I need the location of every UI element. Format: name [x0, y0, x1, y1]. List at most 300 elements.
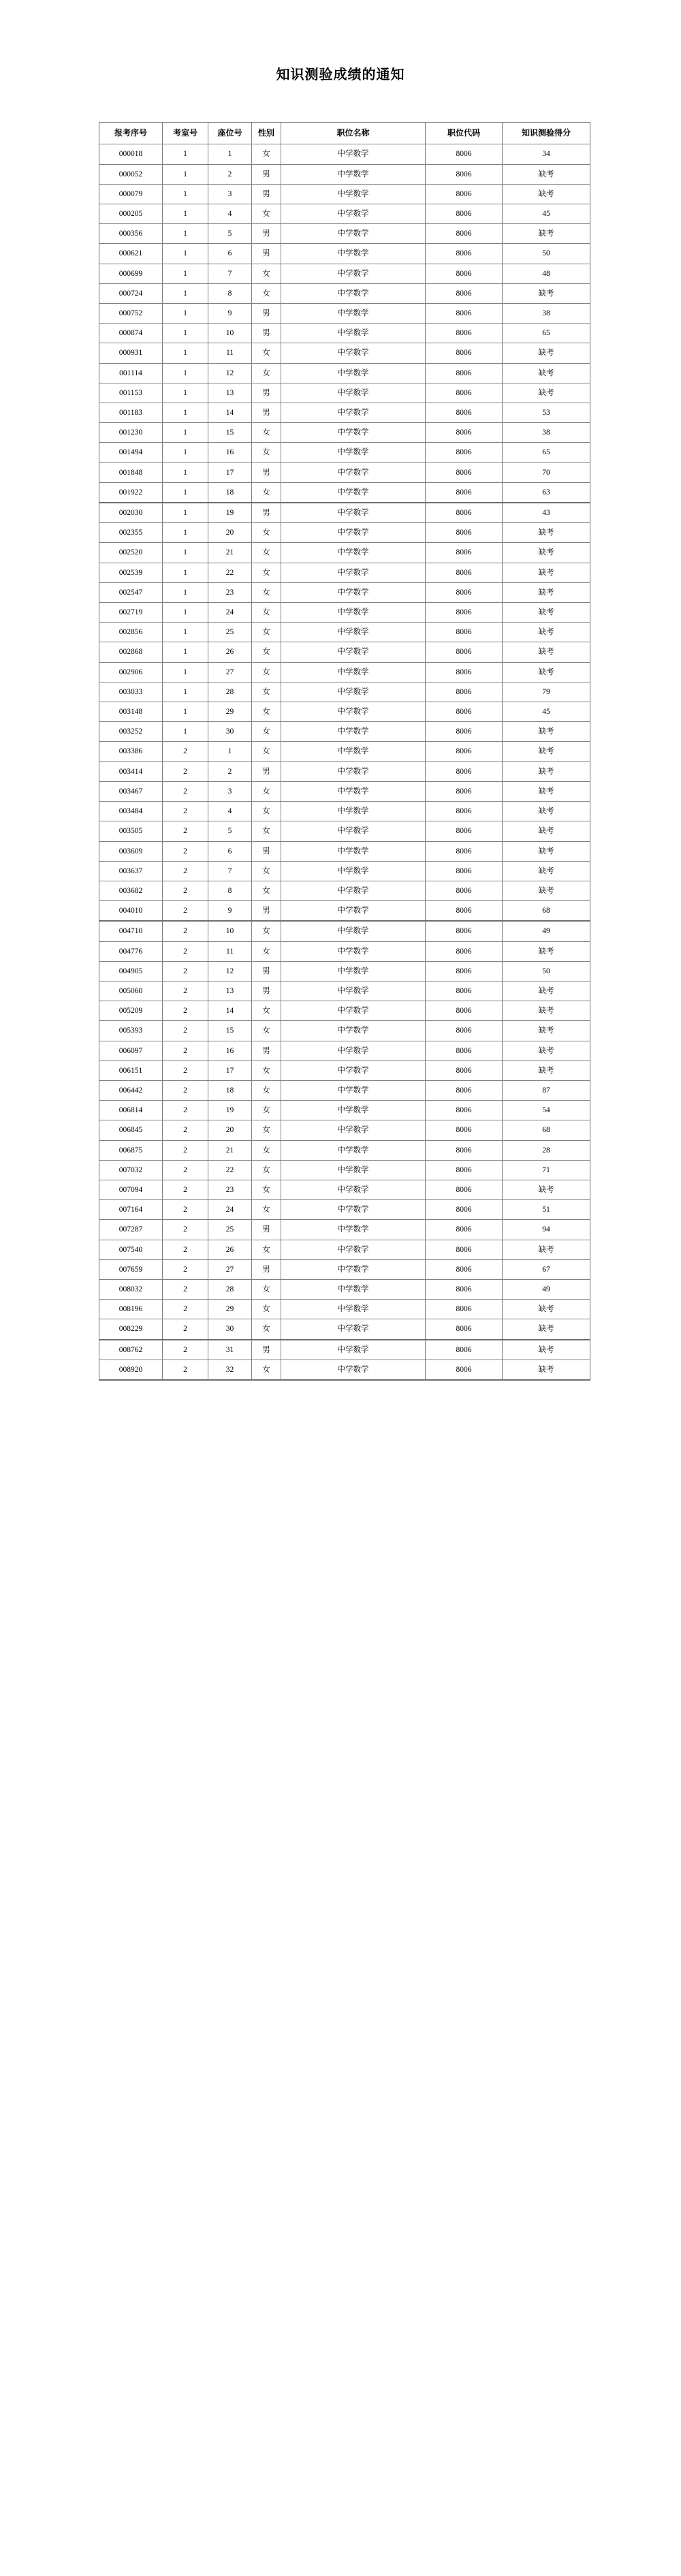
cell-post: 中学数学	[281, 702, 426, 722]
table-row	[99, 742, 590, 761]
cell-room: 1	[163, 603, 208, 623]
table-row	[99, 224, 590, 244]
cell-sex: 女	[252, 802, 281, 821]
table-row	[99, 164, 590, 184]
cell-post: 中学数学	[281, 1180, 426, 1199]
cell-score: 缺考	[503, 582, 590, 602]
cell-code: 8006	[426, 1319, 503, 1340]
cell-score: 67	[503, 1259, 590, 1279]
cell-room: 1	[163, 244, 208, 264]
cell-sex: 女	[252, 144, 281, 164]
cell-sex: 女	[252, 283, 281, 303]
cell-score: 缺考	[503, 1240, 590, 1259]
cell-room: 2	[163, 1360, 208, 1380]
cell-room: 1	[163, 443, 208, 462]
cell-sex: 女	[252, 1180, 281, 1199]
cell-room: 1	[163, 343, 208, 363]
table-row	[99, 283, 590, 303]
cell-score: 缺考	[503, 603, 590, 623]
cell-post: 中学数学	[281, 722, 426, 742]
cell-code: 8006	[426, 523, 503, 543]
cell-score: 缺考	[503, 563, 590, 582]
cell-room: 2	[163, 1061, 208, 1080]
cell-post: 中学数学	[281, 383, 426, 403]
cell-code: 8006	[426, 603, 503, 623]
cell-post: 中学数学	[281, 861, 426, 881]
cell-seq: 004776	[99, 941, 163, 961]
cell-sex: 女	[252, 881, 281, 900]
table-row	[99, 1061, 590, 1080]
cell-room: 2	[163, 1101, 208, 1120]
cell-score: 缺考	[503, 861, 590, 881]
cell-code: 8006	[426, 563, 503, 582]
cell-score: 缺考	[503, 184, 590, 204]
cell-seat: 16	[208, 1041, 252, 1061]
cell-seq: 008762	[99, 1340, 163, 1360]
cell-seat: 20	[208, 523, 252, 543]
cell-score: 缺考	[503, 821, 590, 841]
table-row	[99, 921, 590, 941]
table-row	[99, 642, 590, 662]
cell-seq: 001153	[99, 383, 163, 403]
cell-post: 中学数学	[281, 503, 426, 523]
cell-seq: 000205	[99, 204, 163, 224]
cell-post: 中学数学	[281, 841, 426, 861]
cell-seat: 9	[208, 901, 252, 922]
cell-code: 8006	[426, 363, 503, 383]
table-row	[99, 503, 590, 523]
table-row	[99, 523, 590, 543]
cell-sex: 女	[252, 1080, 281, 1100]
cell-sex: 女	[252, 1360, 281, 1380]
cell-seat: 26	[208, 1240, 252, 1259]
cell-code: 8006	[426, 184, 503, 204]
cell-seq: 002355	[99, 523, 163, 543]
cell-post: 中学数学	[281, 662, 426, 682]
cell-seat: 3	[208, 184, 252, 204]
cell-code: 8006	[426, 543, 503, 563]
cell-code: 8006	[426, 1180, 503, 1199]
cell-post: 中学数学	[281, 1240, 426, 1259]
cell-sex: 男	[252, 244, 281, 264]
cell-seat: 10	[208, 324, 252, 343]
cell-sex: 女	[252, 1140, 281, 1160]
cell-score: 缺考	[503, 1319, 590, 1340]
table-row	[99, 244, 590, 264]
table-row	[99, 1101, 590, 1120]
cell-seat: 6	[208, 841, 252, 861]
cell-sex: 女	[252, 603, 281, 623]
cell-post: 中学数学	[281, 1041, 426, 1061]
cell-sex: 女	[252, 921, 281, 941]
cell-code: 8006	[426, 1360, 503, 1380]
cell-score: 缺考	[503, 802, 590, 821]
table-row	[99, 1180, 590, 1199]
cell-room: 1	[163, 482, 208, 503]
cell-seq: 000018	[99, 144, 163, 164]
cell-post: 中学数学	[281, 761, 426, 781]
cell-code: 8006	[426, 682, 503, 702]
cell-room: 2	[163, 781, 208, 801]
cell-room: 2	[163, 1140, 208, 1160]
cell-seat: 8	[208, 881, 252, 900]
cell-room: 2	[163, 1180, 208, 1199]
cell-score: 缺考	[503, 1041, 590, 1061]
cell-score: 缺考	[503, 781, 590, 801]
cell-seat: 29	[208, 702, 252, 722]
cell-score: 缺考	[503, 881, 590, 900]
cell-seq: 003484	[99, 802, 163, 821]
cell-score: 38	[503, 423, 590, 443]
cell-score: 缺考	[503, 1180, 590, 1199]
cell-seat: 11	[208, 941, 252, 961]
cell-score: 65	[503, 443, 590, 462]
cell-sex: 男	[252, 761, 281, 781]
cell-score: 38	[503, 304, 590, 324]
cell-post: 中学数学	[281, 961, 426, 981]
cell-sex: 女	[252, 482, 281, 503]
cell-code: 8006	[426, 1061, 503, 1080]
cell-room: 1	[163, 204, 208, 224]
cell-seq: 006845	[99, 1120, 163, 1140]
cell-room: 2	[163, 921, 208, 941]
table-body	[99, 144, 590, 1380]
table-row	[99, 941, 590, 961]
cell-code: 8006	[426, 1300, 503, 1319]
table-row	[99, 841, 590, 861]
cell-seat: 22	[208, 563, 252, 582]
table-row	[99, 1001, 590, 1021]
cell-sex: 男	[252, 324, 281, 343]
cell-seq: 005060	[99, 981, 163, 1001]
cell-seq: 000356	[99, 224, 163, 244]
cell-seq: 001114	[99, 363, 163, 383]
cell-seq: 001230	[99, 423, 163, 443]
cell-score: 68	[503, 1120, 590, 1140]
table-row	[99, 1160, 590, 1180]
cell-seat: 3	[208, 781, 252, 801]
cell-seat: 7	[208, 264, 252, 283]
cell-seq: 004010	[99, 901, 163, 922]
cell-score: 48	[503, 264, 590, 283]
cell-code: 8006	[426, 1140, 503, 1160]
cell-post: 中学数学	[281, 901, 426, 922]
column-header-seat: 座位号	[208, 123, 252, 144]
cell-seat: 27	[208, 1259, 252, 1279]
cell-room: 2	[163, 1340, 208, 1360]
cell-post: 中学数学	[281, 802, 426, 821]
cell-sex: 男	[252, 901, 281, 922]
cell-post: 中学数学	[281, 244, 426, 264]
table-row	[99, 662, 590, 682]
cell-seat: 19	[208, 1101, 252, 1120]
cell-score: 49	[503, 921, 590, 941]
column-header-room: 考室号	[163, 123, 208, 144]
cell-seq: 002030	[99, 503, 163, 523]
cell-sex: 男	[252, 224, 281, 244]
table-row	[99, 1120, 590, 1140]
cell-code: 8006	[426, 881, 503, 900]
cell-seat: 26	[208, 642, 252, 662]
cell-seat: 19	[208, 503, 252, 523]
table-row	[99, 1279, 590, 1299]
cell-seq: 000931	[99, 343, 163, 363]
cell-room: 1	[163, 563, 208, 582]
cell-room: 2	[163, 1240, 208, 1259]
cell-room: 1	[163, 283, 208, 303]
cell-post: 中学数学	[281, 582, 426, 602]
cell-code: 8006	[426, 1220, 503, 1240]
cell-seq: 008196	[99, 1300, 163, 1319]
cell-code: 8006	[426, 224, 503, 244]
cell-room: 1	[163, 543, 208, 563]
cell-code: 8006	[426, 283, 503, 303]
table-row	[99, 563, 590, 582]
cell-seq: 003414	[99, 761, 163, 781]
cell-sex: 男	[252, 981, 281, 1001]
cell-seq: 000621	[99, 244, 163, 264]
table-row	[99, 582, 590, 602]
cell-seq: 006875	[99, 1140, 163, 1160]
cell-seq: 002868	[99, 642, 163, 662]
cell-sex: 男	[252, 164, 281, 184]
cell-score: 缺考	[503, 941, 590, 961]
table-row	[99, 1140, 590, 1160]
cell-seq: 007164	[99, 1200, 163, 1220]
table-row	[99, 702, 590, 722]
cell-code: 8006	[426, 761, 503, 781]
cell-seq: 003386	[99, 742, 163, 761]
cell-room: 2	[163, 901, 208, 922]
cell-post: 中学数学	[281, 821, 426, 841]
cell-seq: 003033	[99, 682, 163, 702]
cell-seat: 25	[208, 1220, 252, 1240]
cell-room: 1	[163, 523, 208, 543]
cell-sex: 男	[252, 1340, 281, 1360]
cell-score: 缺考	[503, 224, 590, 244]
cell-score: 缺考	[503, 742, 590, 761]
cell-post: 中学数学	[281, 224, 426, 244]
cell-room: 1	[163, 462, 208, 482]
cell-post: 中学数学	[281, 1120, 426, 1140]
cell-room: 1	[163, 184, 208, 204]
cell-seq: 007032	[99, 1160, 163, 1180]
cell-room: 2	[163, 981, 208, 1001]
cell-seat: 32	[208, 1360, 252, 1380]
cell-post: 中学数学	[281, 264, 426, 283]
cell-room: 1	[163, 682, 208, 702]
table-row	[99, 682, 590, 702]
table-row	[99, 324, 590, 343]
cell-code: 8006	[426, 1259, 503, 1279]
cell-score: 94	[503, 1220, 590, 1240]
cell-sex: 女	[252, 1061, 281, 1080]
cell-code: 8006	[426, 304, 503, 324]
cell-seq: 003505	[99, 821, 163, 841]
cell-post: 中学数学	[281, 642, 426, 662]
table-row	[99, 881, 590, 900]
cell-seat: 2	[208, 761, 252, 781]
cell-post: 中学数学	[281, 363, 426, 383]
cell-post: 中学数学	[281, 144, 426, 164]
cell-seq: 002547	[99, 582, 163, 602]
cell-sex: 女	[252, 742, 281, 761]
cell-seq: 005393	[99, 1021, 163, 1041]
cell-post: 中学数学	[281, 543, 426, 563]
cell-code: 8006	[426, 403, 503, 423]
cell-seat: 1	[208, 742, 252, 761]
cell-room: 1	[163, 722, 208, 742]
cell-room: 1	[163, 144, 208, 164]
cell-seat: 23	[208, 1180, 252, 1199]
cell-seq: 006814	[99, 1101, 163, 1120]
cell-post: 中学数学	[281, 1021, 426, 1041]
cell-code: 8006	[426, 861, 503, 881]
cell-code: 8006	[426, 742, 503, 761]
cell-sex: 女	[252, 1001, 281, 1021]
cell-sex: 女	[252, 1240, 281, 1259]
cell-score: 63	[503, 482, 590, 503]
table-row	[99, 264, 590, 283]
cell-seat: 29	[208, 1300, 252, 1319]
cell-score: 缺考	[503, 1061, 590, 1080]
cell-post: 中学数学	[281, 443, 426, 462]
cell-score: 50	[503, 244, 590, 264]
cell-code: 8006	[426, 662, 503, 682]
cell-score: 缺考	[503, 1001, 590, 1021]
cell-code: 8006	[426, 821, 503, 841]
table-row	[99, 1360, 590, 1380]
cell-seq: 000724	[99, 283, 163, 303]
cell-room: 1	[163, 383, 208, 403]
cell-sex: 女	[252, 642, 281, 662]
cell-seat: 28	[208, 1279, 252, 1299]
cell-sex: 女	[252, 1021, 281, 1041]
cell-score: 65	[503, 324, 590, 343]
cell-seq: 006151	[99, 1061, 163, 1080]
cell-post: 中学数学	[281, 921, 426, 941]
cell-seat: 12	[208, 961, 252, 981]
cell-post: 中学数学	[281, 403, 426, 423]
table-header-row	[99, 123, 590, 144]
cell-sex: 女	[252, 1319, 281, 1340]
cell-score: 缺考	[503, 383, 590, 403]
cell-seat: 7	[208, 861, 252, 881]
cell-score: 43	[503, 503, 590, 523]
cell-score: 缺考	[503, 642, 590, 662]
cell-score: 缺考	[503, 662, 590, 682]
cell-room: 1	[163, 423, 208, 443]
cell-sex: 女	[252, 204, 281, 224]
table-row	[99, 802, 590, 821]
cell-post: 中学数学	[281, 1080, 426, 1100]
cell-seq: 001494	[99, 443, 163, 462]
cell-seat: 4	[208, 802, 252, 821]
cell-code: 8006	[426, 642, 503, 662]
cell-score: 70	[503, 462, 590, 482]
cell-post: 中学数学	[281, 781, 426, 801]
cell-seat: 27	[208, 662, 252, 682]
table-row	[99, 623, 590, 642]
cell-code: 8006	[426, 503, 503, 523]
cell-score: 缺考	[503, 981, 590, 1001]
cell-seq: 008920	[99, 1360, 163, 1380]
cell-sex: 女	[252, 1120, 281, 1140]
cell-seat: 30	[208, 722, 252, 742]
cell-score: 53	[503, 403, 590, 423]
cell-post: 中学数学	[281, 164, 426, 184]
cell-seq: 000079	[99, 184, 163, 204]
cell-seq: 002906	[99, 662, 163, 682]
cell-score: 缺考	[503, 1360, 590, 1380]
cell-sex: 女	[252, 941, 281, 961]
cell-post: 中学数学	[281, 462, 426, 482]
cell-code: 8006	[426, 582, 503, 602]
cell-sex: 女	[252, 1300, 281, 1319]
cell-score: 34	[503, 144, 590, 164]
cell-room: 2	[163, 881, 208, 900]
cell-seat: 8	[208, 283, 252, 303]
cell-room: 1	[163, 304, 208, 324]
table-row	[99, 144, 590, 164]
table-row	[99, 981, 590, 1001]
cell-score: 缺考	[503, 623, 590, 642]
cell-sex: 女	[252, 1279, 281, 1299]
cell-score: 45	[503, 702, 590, 722]
cell-sex: 女	[252, 523, 281, 543]
cell-sex: 女	[252, 821, 281, 841]
cell-room: 2	[163, 1300, 208, 1319]
cell-seq: 004905	[99, 961, 163, 981]
cell-score: 缺考	[503, 343, 590, 363]
cell-seat: 5	[208, 224, 252, 244]
table-row	[99, 543, 590, 563]
cell-score: 28	[503, 1140, 590, 1160]
table-row	[99, 1319, 590, 1340]
cell-seq: 003148	[99, 702, 163, 722]
cell-room: 2	[163, 1001, 208, 1021]
cell-post: 中学数学	[281, 1319, 426, 1340]
cell-room: 1	[163, 702, 208, 722]
table-row	[99, 603, 590, 623]
cell-room: 2	[163, 1200, 208, 1220]
cell-seat: 24	[208, 603, 252, 623]
table-row	[99, 204, 590, 224]
table-row	[99, 1300, 590, 1319]
cell-post: 中学数学	[281, 523, 426, 543]
cell-sex: 男	[252, 304, 281, 324]
cell-sex: 女	[252, 363, 281, 383]
cell-post: 中学数学	[281, 881, 426, 900]
cell-room: 1	[163, 363, 208, 383]
cell-seat: 22	[208, 1160, 252, 1180]
table-row	[99, 1200, 590, 1220]
cell-room: 2	[163, 1319, 208, 1340]
cell-post: 中学数学	[281, 324, 426, 343]
cell-code: 8006	[426, 1160, 503, 1180]
cell-score: 54	[503, 1101, 590, 1120]
cell-sex: 女	[252, 1160, 281, 1180]
table-row	[99, 443, 590, 462]
cell-code: 8006	[426, 1001, 503, 1021]
cell-seq: 007659	[99, 1259, 163, 1279]
table-row	[99, 1080, 590, 1100]
cell-score: 缺考	[503, 363, 590, 383]
cell-code: 8006	[426, 722, 503, 742]
table-row	[99, 861, 590, 881]
document-page	[0, 9, 681, 2576]
cell-post: 中学数学	[281, 1220, 426, 1240]
